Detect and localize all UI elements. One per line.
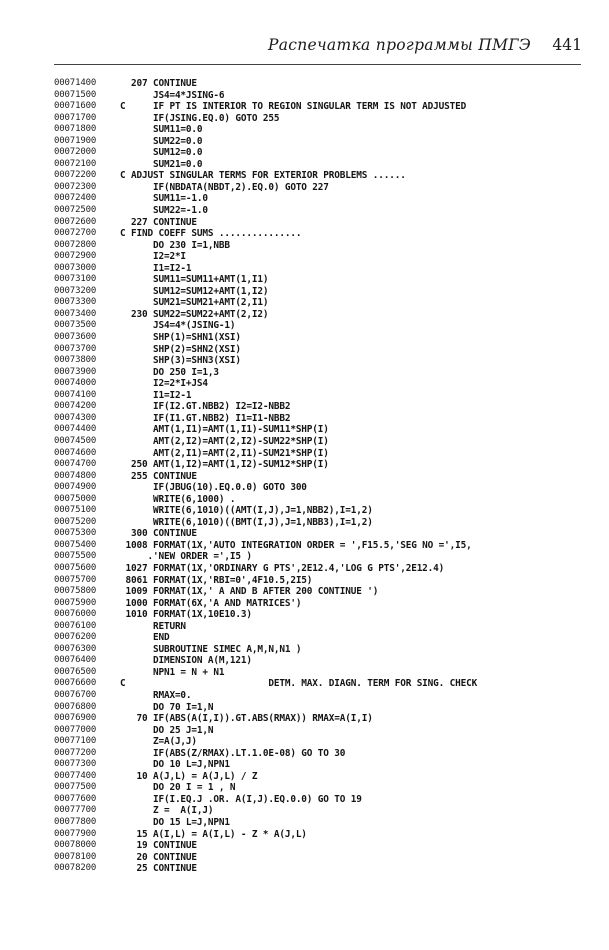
- line-code: NPN1 = N + N1: [120, 666, 225, 678]
- code-line: [54, 401, 594, 413]
- line-sequence-number: 00072100: [54, 158, 97, 169]
- line-sequence-number: 00074400: [54, 424, 97, 435]
- code-line: [54, 113, 594, 125]
- line-code: 1000 FORMAT(6X,'A AND MATRICES'): [120, 597, 302, 609]
- line-sequence-number: 00074100: [54, 389, 97, 400]
- code-line: [54, 586, 594, 598]
- line-sequence-number: 00073600: [54, 332, 97, 343]
- line-code: WRITE(6,1000) .: [120, 493, 236, 505]
- line-sequence-number: 00077500: [54, 782, 97, 793]
- line-code: DO 70 I=1,N: [120, 701, 214, 713]
- page-header: [0, 22, 609, 62]
- line-code: SHP(3)=SHN3(XSI): [120, 355, 241, 367]
- line-code: JS4=4*JSING-6: [120, 89, 225, 101]
- code-line: [54, 517, 594, 529]
- code-line: [54, 713, 594, 725]
- code-line: [54, 725, 594, 737]
- line-sequence-number: 00075800: [54, 586, 97, 597]
- line-sequence-number: 00074000: [54, 378, 97, 389]
- code-line: [54, 494, 594, 506]
- code-line: [54, 598, 594, 610]
- line-code: SHP(2)=SHN2(XSI): [120, 343, 241, 355]
- code-line: [54, 170, 594, 182]
- line-sequence-number: 00071500: [54, 89, 97, 100]
- code-line: [54, 471, 594, 483]
- line-sequence-number: 00076900: [54, 713, 97, 724]
- line-code: WRITE(6,1010)((AMT(I,J),J=1,NBB2),I=1,2): [120, 505, 373, 517]
- line-code: 19 CONTINUE: [120, 840, 197, 852]
- line-sequence-number: 00073200: [54, 285, 97, 296]
- code-line: [54, 482, 594, 494]
- line-sequence-number: 00075500: [54, 551, 97, 562]
- line-sequence-number: 00075200: [54, 516, 97, 527]
- line-sequence-number: 00071800: [54, 124, 97, 135]
- code-line: [54, 829, 594, 841]
- code-line: [54, 355, 594, 367]
- line-sequence-number: 00071900: [54, 135, 97, 146]
- line-sequence-number: 00073100: [54, 274, 97, 285]
- line-code: AMT(2,I1)=AMT(2,I1)-SUM21*SHP(I): [120, 447, 329, 459]
- code-line: [54, 448, 594, 460]
- line-sequence-number: 00077000: [54, 724, 97, 735]
- line-sequence-number: 00077300: [54, 759, 97, 770]
- line-sequence-number: 00071700: [54, 112, 97, 123]
- line-code: SUM11=0.0: [120, 124, 203, 136]
- line-code: Z = A(I,J): [120, 805, 214, 817]
- line-code: DO 20 I = 1 , N: [120, 782, 236, 794]
- line-sequence-number: 00072600: [54, 216, 97, 227]
- running-title: Распечатка программы ПМГЭ: [267, 36, 531, 54]
- line-code: C FIND COEFF SUMS ...............: [120, 228, 302, 240]
- code-line: [54, 320, 594, 332]
- code-line: [54, 228, 594, 240]
- line-code: IF(I1.GT.NBB2) I1=I1-NBB2: [120, 412, 291, 424]
- code-line: [54, 90, 594, 102]
- line-sequence-number: 00072000: [54, 147, 97, 158]
- code-line: [54, 759, 594, 771]
- line-code: IF(I2.GT.NBB2) I2=I2-NBB2: [120, 401, 291, 413]
- code-line: [54, 621, 594, 633]
- code-line: [54, 332, 594, 344]
- code-line: [54, 736, 594, 748]
- line-code: AMT(1,I1)=AMT(1,I1)-SUM11*SHP(I): [120, 424, 329, 436]
- line-code: 1010 FORMAT(1X,10E10.3): [120, 609, 252, 621]
- code-line: [54, 540, 594, 552]
- line-sequence-number: 00072400: [54, 193, 97, 204]
- line-code: DIMENSION A(M,121): [120, 655, 252, 667]
- line-code: C IF PT IS INTERIOR TO REGION SINGULAR TERM IS NOT ADJUSTED: [120, 101, 467, 113]
- line-sequence-number: 00072800: [54, 239, 97, 250]
- code-line: [54, 251, 594, 263]
- line-code: 20 CONTINUE: [120, 851, 197, 863]
- line-code: I2=2*I: [120, 251, 186, 263]
- line-code: END: [120, 632, 170, 644]
- line-code: 1008 FORMAT(1X,'AUTO INTEGRATION ORDER = ',F15.5,'SEG NO =',I5,: [120, 539, 472, 551]
- line-code: DO 15 L=J,NPN1: [120, 817, 230, 828]
- line-code: SUM21=0.0: [120, 158, 203, 170]
- code-line: [54, 852, 594, 864]
- header-rule: [54, 64, 581, 65]
- code-line: [54, 297, 594, 309]
- line-sequence-number: 00073800: [54, 355, 97, 366]
- line-sequence-number: 00076000: [54, 609, 97, 620]
- line-code: SUM11=SUM11+AMT(1,I1): [120, 274, 269, 286]
- line-sequence-number: 00075600: [54, 562, 97, 573]
- line-sequence-number: 00077900: [54, 828, 97, 839]
- page-number: 441: [552, 36, 582, 54]
- code-line: [54, 505, 594, 517]
- code-line: [54, 817, 594, 829]
- line-code: DO 230 I=1,NBB: [120, 239, 230, 251]
- line-sequence-number: 00072300: [54, 181, 97, 192]
- code-line: [54, 805, 594, 817]
- line-sequence-number: 00074300: [54, 412, 97, 423]
- code-line: [54, 78, 594, 90]
- code-line: [54, 101, 594, 113]
- line-sequence-number: 00072200: [54, 170, 97, 181]
- line-sequence-number: 00075000: [54, 493, 97, 504]
- line-code: 227 CONTINUE: [120, 216, 197, 228]
- line-sequence-number: 00076700: [54, 689, 97, 700]
- line-code: IF(NBDATA(NBDT,2).EQ.0) GOTO 227: [120, 181, 329, 193]
- line-sequence-number: 00075900: [54, 597, 97, 608]
- line-code: C ADJUST SINGULAR TERMS FOR EXTERIOR PROBLEMS ......: [120, 170, 406, 182]
- line-sequence-number: 00073000: [54, 262, 97, 273]
- code-line: [54, 390, 594, 402]
- line-code: SUM21=SUM21+AMT(2,I1): [120, 297, 269, 309]
- line-code: SHP(1)=SHN1(XSI): [120, 332, 241, 344]
- code-line: [54, 771, 594, 783]
- line-sequence-number: 00077200: [54, 747, 97, 758]
- code-line: [54, 378, 594, 390]
- code-line: [54, 690, 594, 702]
- code-line: [54, 193, 594, 205]
- code-line: [54, 459, 594, 471]
- line-sequence-number: 00076400: [54, 655, 97, 666]
- line-sequence-number: 00076100: [54, 620, 97, 631]
- line-sequence-number: 00078000: [54, 840, 97, 851]
- line-code: SUM12=SUM12+AMT(1,I2): [120, 285, 269, 297]
- code-line: [54, 655, 594, 667]
- code-line: [54, 863, 594, 875]
- code-line: [54, 147, 594, 159]
- line-sequence-number: 00074200: [54, 401, 97, 412]
- line-code: DO 10 L=J,NPN1: [120, 759, 230, 771]
- line-code: WRITE(6,1010)((BMT(I,J),J=1,NBB3),I=1,2): [120, 516, 373, 528]
- code-line: [54, 136, 594, 148]
- line-sequence-number: 00076200: [54, 632, 97, 643]
- line-sequence-number: 00074900: [54, 482, 97, 493]
- code-line: [54, 782, 594, 794]
- line-code: Z=A(J,J): [120, 736, 197, 748]
- line-code: 1027 FORMAT(1X,'ORDINARY G PTS',2E12.4,'LOG G PTS',2E12.4): [120, 562, 445, 574]
- line-code: JS4=4*(JSING-1): [120, 320, 236, 332]
- line-sequence-number: 00072500: [54, 205, 97, 216]
- code-line: [54, 344, 594, 356]
- line-code: 230 SUM22=SUM22+AMT(2,I2): [120, 308, 269, 320]
- code-line: [54, 678, 594, 690]
- line-sequence-number: 00074600: [54, 447, 97, 458]
- line-sequence-number: 00073300: [54, 297, 97, 308]
- line-code: 250 AMT(1,I2)=AMT(1,I2)-SUM12*SHP(I): [120, 459, 329, 471]
- code-line: [54, 274, 594, 286]
- line-sequence-number: 00073700: [54, 343, 97, 354]
- code-line: [54, 240, 594, 252]
- line-sequence-number: 00071400: [54, 78, 97, 88]
- line-code: 300 CONTINUE: [120, 528, 197, 540]
- line-code: SUM12=0.0: [120, 147, 203, 159]
- line-sequence-number: 00074700: [54, 459, 97, 470]
- code-line: [54, 840, 594, 852]
- line-sequence-number: 00076500: [54, 666, 97, 677]
- code-line: [54, 667, 594, 679]
- code-line: [54, 644, 594, 656]
- line-code: I1=I2-1: [120, 389, 192, 401]
- line-code: 70 IF(ABS(A(I,I)).GT.ABS(RMAX)) RMAX=A(I,I): [120, 713, 373, 725]
- line-sequence-number: 00077100: [54, 736, 97, 747]
- code-line: [54, 702, 594, 714]
- line-sequence-number: 00075400: [54, 539, 97, 550]
- line-code: 207 CONTINUE: [120, 78, 197, 89]
- code-line: [54, 551, 594, 563]
- line-sequence-number: 00076600: [54, 678, 97, 689]
- line-sequence-number: 00076300: [54, 643, 97, 654]
- line-code: SUBROUTINE SIMEC A,M,N,N1 ): [120, 643, 302, 655]
- code-line: [54, 528, 594, 540]
- line-code: IF(JSING.EQ.0) GOTO 255: [120, 112, 280, 124]
- code-line: [54, 309, 594, 321]
- line-code: I1=I2-1: [120, 262, 192, 274]
- line-sequence-number: 00076800: [54, 701, 97, 712]
- line-sequence-number: 00075100: [54, 505, 97, 516]
- code-line: [54, 367, 594, 379]
- line-sequence-number: 00075300: [54, 528, 97, 539]
- code-line: [54, 159, 594, 171]
- line-code: SUM22=0.0: [120, 135, 203, 147]
- line-code: I2=2*I+JS4: [120, 378, 208, 390]
- line-sequence-number: 00074800: [54, 470, 97, 481]
- code-line: [54, 563, 594, 575]
- line-code: RETURN: [120, 620, 186, 632]
- line-code: SUM11=-1.0: [120, 193, 208, 205]
- line-code: AMT(2,I2)=AMT(2,I2)-SUM22*SHP(I): [120, 435, 329, 447]
- line-sequence-number: 00074500: [54, 435, 97, 446]
- line-code: 25 CONTINUE: [120, 863, 197, 875]
- line-code: 15 A(I,L) = A(I,L) - Z * A(J,L): [120, 828, 307, 840]
- code-line: [54, 436, 594, 448]
- line-sequence-number: 00073500: [54, 320, 97, 331]
- line-sequence-number: 00077400: [54, 770, 97, 781]
- line-code: 1009 FORMAT(1X,' A AND B AFTER 200 CONTINUE '): [120, 586, 379, 598]
- line-sequence-number: 00073900: [54, 366, 97, 377]
- line-code: DO 25 J=1,N: [120, 724, 214, 736]
- line-sequence-number: 00071600: [54, 101, 97, 112]
- line-sequence-number: 00075700: [54, 574, 97, 585]
- line-code: 8061 FORMAT(1X,'RBI=0',4F10.5,2I5): [120, 574, 313, 586]
- line-code: .'NEW ORDER =',I5 ): [120, 551, 252, 563]
- code-line: [54, 575, 594, 587]
- line-code: IF(JBUG(10).EQ.0.0) GOTO 300: [120, 482, 307, 494]
- code-line: [54, 413, 594, 425]
- code-line: [54, 124, 594, 136]
- code-line: [54, 205, 594, 217]
- code-line: [54, 794, 594, 806]
- code-line: [54, 182, 594, 194]
- code-line: [54, 217, 594, 229]
- program-listing: [54, 78, 594, 875]
- line-sequence-number: 00077800: [54, 817, 97, 827]
- code-line: [54, 286, 594, 298]
- line-sequence-number: 00073400: [54, 308, 97, 319]
- code-line: [54, 748, 594, 760]
- line-sequence-number: 00077600: [54, 793, 97, 804]
- line-sequence-number: 00077700: [54, 805, 97, 816]
- line-sequence-number: 00072700: [54, 228, 97, 239]
- line-sequence-number: 00072900: [54, 251, 97, 262]
- line-code: SUM22=-1.0: [120, 205, 208, 217]
- line-sequence-number: 00078100: [54, 851, 97, 862]
- line-code: RMAX=0.: [120, 689, 192, 701]
- code-line: [54, 424, 594, 436]
- line-code: IF(I.EQ.J .OR. A(I,J).EQ.0.0) GO TO 19: [120, 793, 362, 805]
- line-code: IF(ABS(Z/RMAX).LT.1.0E-08) GO TO 30: [120, 747, 346, 759]
- line-code: 255 CONTINUE: [120, 470, 197, 482]
- code-line: [54, 263, 594, 275]
- line-code: 10 A(J,L) = A(J,L) / Z: [120, 770, 258, 782]
- line-sequence-number: 00078200: [54, 863, 97, 874]
- line-code: DO 250 I=1,3: [120, 366, 219, 378]
- code-line: [54, 609, 594, 621]
- line-code: C DETM. MAX. DIAGN. TERM FOR SING. CHECK: [120, 678, 478, 690]
- code-line: [54, 632, 594, 644]
